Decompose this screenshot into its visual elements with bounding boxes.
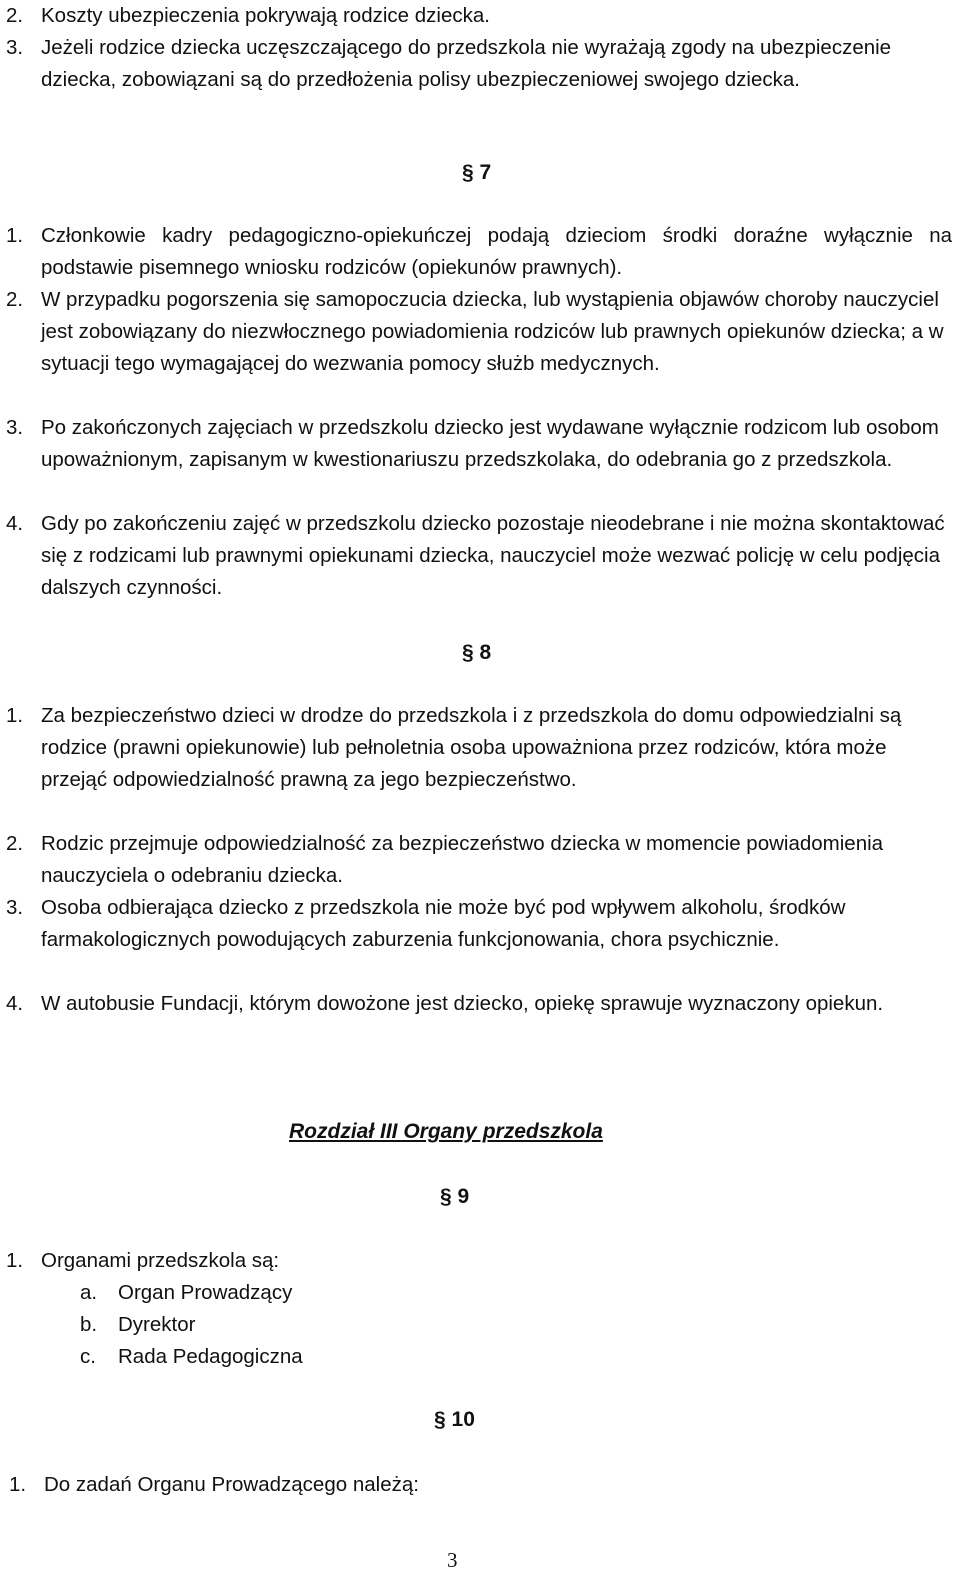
section-heading-7: § 7 bbox=[462, 161, 492, 184]
item-text: W autobusie Fundacji, którym dowożone jest dziecko, opiekę sprawuje wyznaczony opiekun. bbox=[41, 992, 884, 1015]
item-number: 4. bbox=[6, 512, 24, 535]
list-item bbox=[6, 32, 952, 96]
item-number: 1. bbox=[9, 1473, 27, 1496]
list-item bbox=[6, 700, 952, 796]
item-text: Koszty ubezpieczenia pokrywają rodzice dziecka. bbox=[41, 4, 490, 27]
sub-list-item bbox=[80, 1277, 292, 1309]
item-text: Gdy po zakończeniu zajęć w przedszkolu dziecko pozostaje nieodebrane i nie można skontaktować się z rodzicami lub prawnymi opiekunami dziecka, nauczyciel może wezwać policję w celu podjęcia dalszych czynności. bbox=[41, 512, 945, 599]
list-item bbox=[6, 988, 952, 1020]
item-text: Rodzic przejmuje odpowiedzialność za bezpieczeństwo dziecka w momencie powiadomienia nauczyciela o odebraniu dziecka. bbox=[41, 832, 884, 887]
list-item bbox=[6, 220, 952, 284]
list-item bbox=[6, 1245, 952, 1277]
sub-item-letter: c. bbox=[80, 1345, 96, 1368]
section-heading-9: § 9 bbox=[440, 1185, 470, 1208]
item-text: Po zakończonych zajęciach w przedszkolu dziecko jest wydawane wyłącznie rodzicom lub osobom upoważnionym, zapisanym w kwestionariuszu przedszkolaka, do odebrania go z przedszkola. bbox=[41, 416, 939, 471]
item-text: Do zadań Organu Prowadzącego należą: bbox=[44, 1473, 419, 1496]
item-text: W przypadku pogorszenia się samopoczucia dziecka, lub wystąpienia objawów choroby nauczyciel jest zobowiązany do niezwłocznego powiadomienia rodziców lub prawnych opiekunów dziecka; a w sytuacji tego wymagającej do wezwania pomocy służb medycznych. bbox=[41, 288, 944, 375]
item-number: 3. bbox=[6, 896, 24, 919]
item-text: Organami przedszkola są: bbox=[41, 1249, 280, 1272]
item-text: Osoba odbierająca dziecko z przedszkola nie może być pod wpływem alkoholu, środków farmakologicznych powodujących zaburzenia funkcjonowania, chora psychicznie. bbox=[41, 896, 846, 951]
sub-item-letter: b. bbox=[80, 1313, 98, 1336]
sub-list-item bbox=[80, 1341, 303, 1373]
item-text: Jeżeli rodzice dziecka uczęszczającego do przedszkola nie wyrażają zgody na ubezpieczenie dziecka, zobowiązani są do przedłożenia polisy ubezpieczeniowej swojego dziecka. bbox=[41, 36, 892, 91]
list-item bbox=[6, 892, 952, 956]
list-item bbox=[6, 412, 952, 476]
list-item bbox=[6, 0, 952, 32]
chapter-title: Rozdział III Organy przedszkola bbox=[289, 1120, 603, 1143]
list-item bbox=[6, 508, 952, 604]
item-number: 2. bbox=[6, 832, 24, 855]
item-number: 4. bbox=[6, 992, 24, 1015]
section-heading-8: § 8 bbox=[462, 641, 492, 664]
item-number: 1. bbox=[6, 1249, 24, 1272]
sub-item-text: Rada Pedagogiczna bbox=[118, 1345, 303, 1368]
list-item bbox=[6, 284, 952, 380]
item-number: 1. bbox=[6, 224, 24, 247]
item-number: 3. bbox=[6, 416, 24, 439]
item-number: 1. bbox=[6, 704, 24, 727]
sub-list-item bbox=[80, 1309, 195, 1341]
sub-item-text: Organ Prowadzący bbox=[118, 1281, 293, 1304]
sub-item-text: Dyrektor bbox=[118, 1313, 196, 1336]
item-text: Za bezpieczeństwo dzieci w drodze do przedszkola i z przedszkola do domu odpowiedzialni są rodzice (prawni opiekunowie) lub pełnoletnia osoba upoważniona przez rodziców, która może przejąć odpowiedzialność prawną za jego bezpieczeństwo. bbox=[41, 704, 902, 791]
item-number: 2. bbox=[6, 288, 24, 311]
item-text: Członkowie kadry pedagogiczno-opiekuńczej podają dzieciom środki doraźne wyłącznie na podstawie pisemnego wniosku rodziców (opiekunów prawnych). bbox=[41, 224, 952, 279]
page-number: 3 bbox=[447, 1548, 458, 1572]
list-item bbox=[6, 828, 952, 892]
section-heading-10: § 10 bbox=[434, 1408, 475, 1431]
item-number: 3. bbox=[6, 36, 24, 59]
sub-item-letter: a. bbox=[80, 1281, 98, 1304]
item-number: 2. bbox=[6, 4, 24, 27]
list-item bbox=[9, 1469, 955, 1501]
